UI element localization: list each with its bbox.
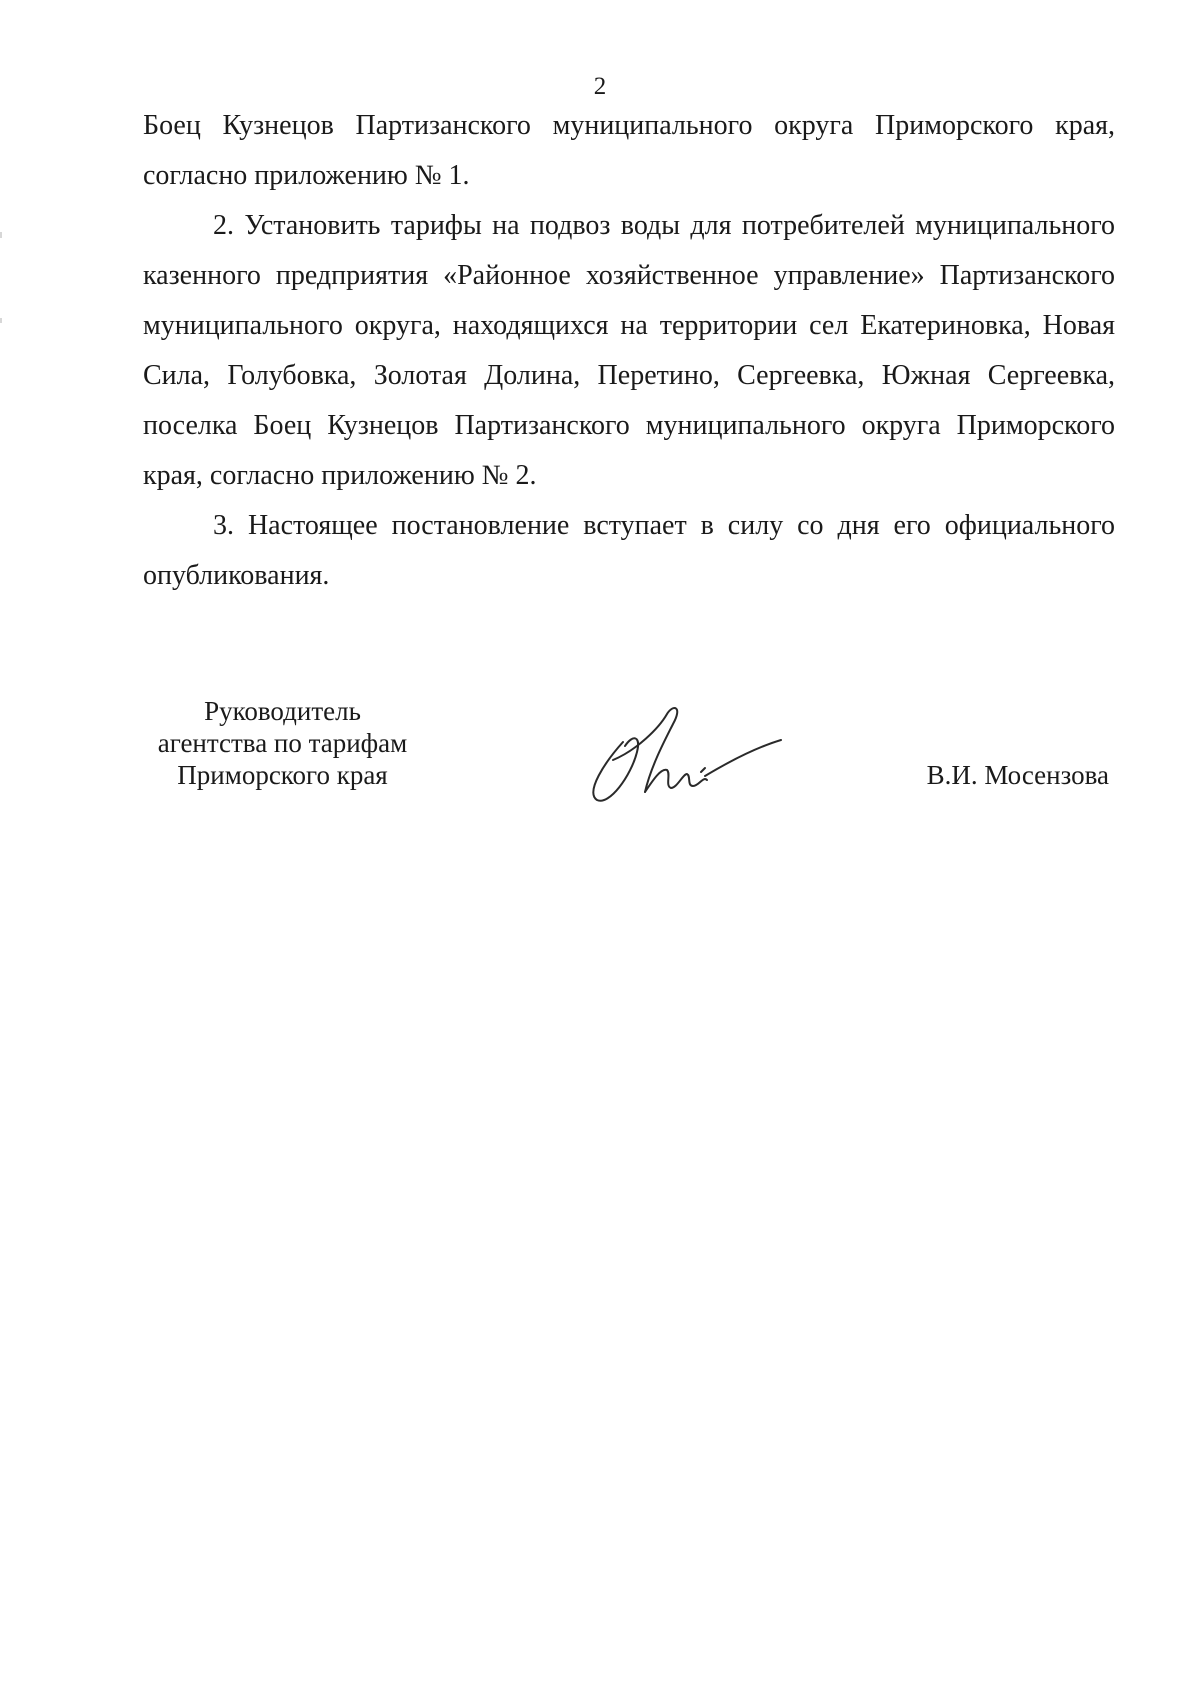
signer-title-line: Приморского края — [177, 760, 388, 790]
signer-title-line: Руководитель — [204, 696, 361, 726]
signer-title-line: агентства по тарифам — [157, 728, 408, 758]
handwritten-signature — [575, 700, 785, 810]
document-body — [143, 101, 1115, 601]
scan-margin-mark — [0, 232, 2, 238]
scan-margin-mark — [0, 318, 2, 323]
signature-block — [140, 695, 1115, 825]
page-number: 2 — [593, 73, 607, 100]
signer-name: В.И. Мосензова — [926, 760, 1109, 790]
signer-title — [140, 695, 425, 791]
paragraph-item-2: 2. Установить тарифы на подвоз воды для потребителей муниципального казенного предприятия «Районное хозяйственное управление» Партизанского муниципального округа, находящихся на территории сел Екатериновка, Новая Сила, Голубовка, Золотая Долина, Перетино, Сергеевка, Южная Сергеевка, поселка Боец Кузнецов Партизанского муниципального округа Приморского края, согласно приложению № 2. — [143, 210, 1115, 491]
paragraph-continued: Боец Кузнецов Партизанского муниципального округа Приморского края, согласно приложению № 1. — [143, 110, 1115, 191]
paragraph-item-3: 3. Настоящее постановление вступает в силу со дня его официального опубликования. — [143, 510, 1115, 591]
